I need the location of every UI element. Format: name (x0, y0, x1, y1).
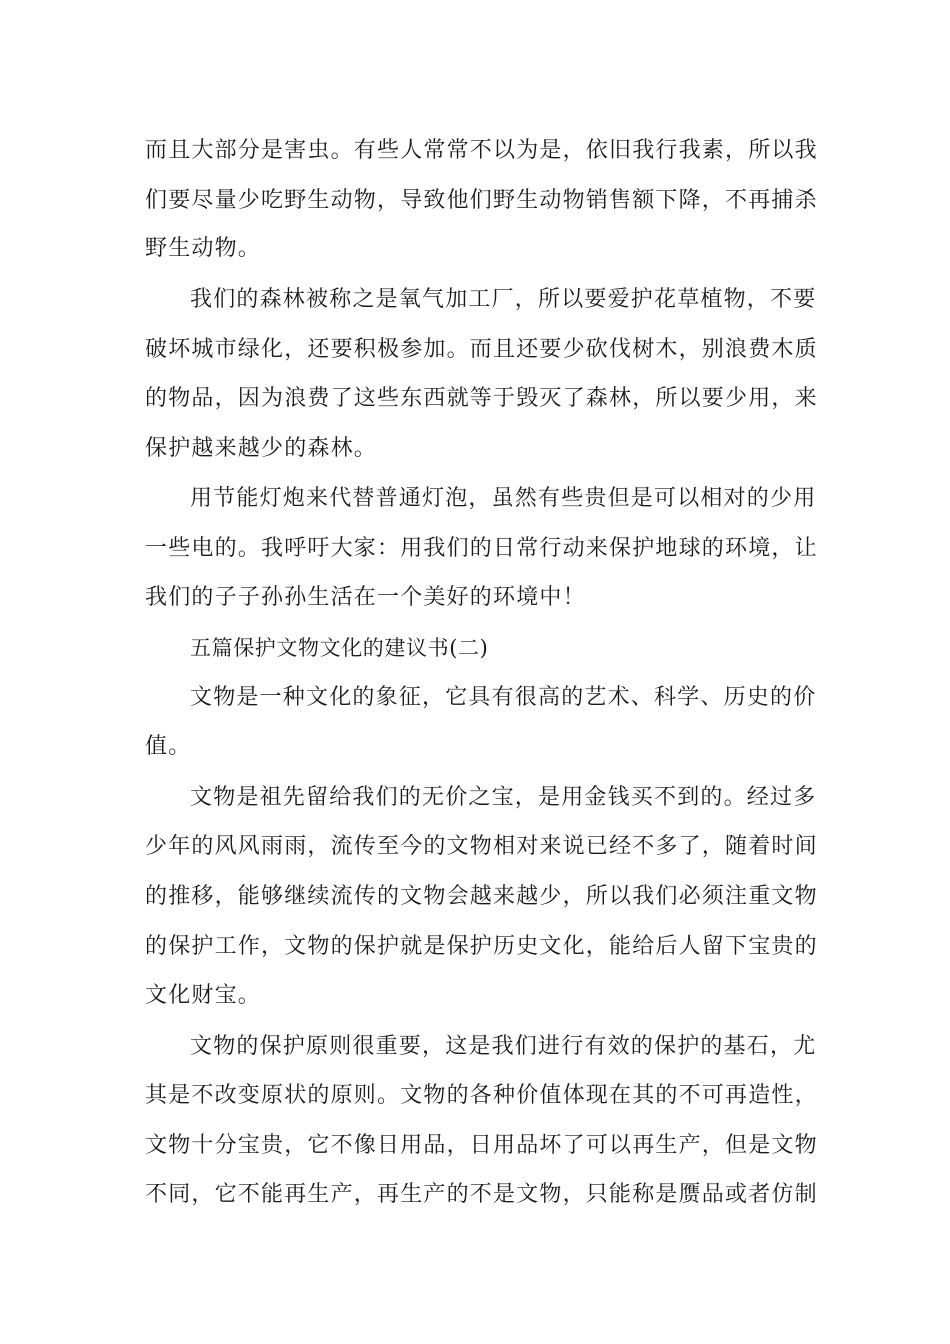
text-line: 值。 (145, 734, 192, 759)
text-line: 野生动物。 (145, 236, 262, 261)
text-line: 的保护工作，文物的保护就是保护历史文化，能给后人留下宝贵的 (145, 934, 818, 959)
text-line: 文物的保护原则很重要，这是我们进行有效的保护的基石，尤 (190, 1034, 817, 1059)
text-line: 不同，它不能再生产，再生产的不是文物，只能称是赝品或者仿制 (145, 1182, 818, 1207)
text-line: 文物是祖先留给我们的无价之宝，是用金钱买不到的。经过多 (190, 785, 817, 810)
text-line: 破坏城市绿化，还要积极参加。而且还要少砍伐树木，别浪费木质 (145, 337, 818, 362)
text-line: 的物品，因为浪费了这些东西就等于毁灭了森林，所以要少用，来 (145, 386, 818, 411)
text-line: 一些电的。我呼吁大家：用我们的日常行动来保护地球的环境，让 (145, 536, 818, 561)
text-line: 们要尽量少吃野生动物，导致他们野生动物销售额下降，不再捕杀 (145, 188, 818, 213)
text-line: 用节能灯炮来代替普通灯泡，虽然有些贵但是可以相对的少用 (190, 486, 817, 511)
text-line: 我们的森林被称之是氧气加工厂，所以要爱护花草植物，不要 (190, 287, 817, 312)
text-line: 文化财宝。 (145, 983, 262, 1008)
text-line: 少年的风风雨雨，流传至今的文物相对来说已经不多了，随着时间 (145, 834, 818, 859)
section-heading: 五篇保护文物文化的建议书(二) (190, 636, 489, 660)
text-line: 的推移，能够继续流传的文物会越来越少，所以我们必须注重文物 (145, 884, 818, 909)
text-line: 我们的子子孙孙生活在一个美好的环境中！ (145, 585, 586, 610)
text-line: 其是不改变原状的原则。文物的各种价值体现在其的不可再造性， (145, 1083, 818, 1108)
text-line: 文物是一种文化的象征，它具有很高的艺术、科学、历史的价 (190, 685, 817, 710)
text-line: 而且大部分是害虫。有些人常常不以为是，依旧我行我素，所以我 (145, 138, 818, 163)
text-line: 保护越来越少的森林。 (145, 436, 378, 461)
text-line: 文物十分宝贵，它不像日用品，日用品坏了可以再生产，但是文物 (145, 1133, 818, 1158)
